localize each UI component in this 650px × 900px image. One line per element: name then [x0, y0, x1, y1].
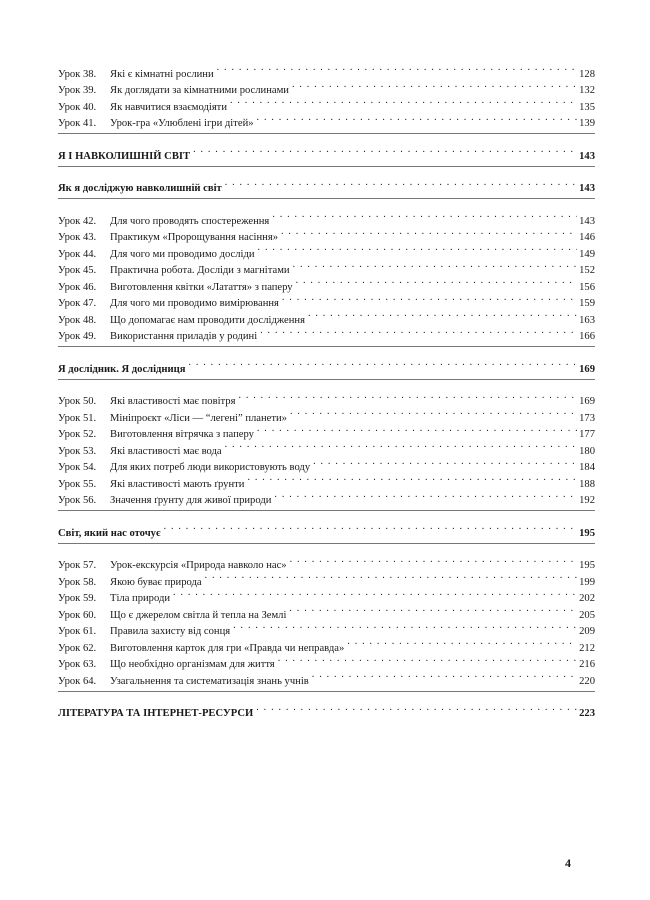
dot-leader [257, 110, 578, 127]
lesson-page: 128 [579, 68, 595, 80]
dot-leader [278, 651, 577, 668]
lesson-title: Тіла природи [110, 593, 171, 604]
toc-section-heading [58, 175, 595, 192]
table-of-contents [58, 60, 595, 719]
lesson-number: Урок 59. [58, 593, 97, 604]
toc-block [58, 60, 595, 129]
section-title: Світ, який нас оточує [58, 527, 161, 539]
lesson-page: 169 [579, 396, 595, 407]
section-title: Як я досліджую навколишній світ [58, 183, 222, 194]
lesson-number: Урок 38. [58, 68, 97, 80]
toc-entry [58, 552, 595, 569]
lesson-title: Виготовлення квітки «Латаття» з паперу [110, 281, 293, 293]
dot-leader [258, 240, 578, 257]
lesson-page: 156 [579, 281, 595, 293]
lesson-page: 143 [579, 215, 595, 227]
dot-leader [293, 257, 578, 274]
lesson-title: Правила захисту від сонця [110, 626, 231, 637]
section-page: 169 [579, 363, 595, 375]
lesson-page: 199 [579, 576, 595, 588]
lesson-number: Урок 41. [58, 118, 97, 129]
dot-leader [164, 519, 578, 536]
lesson-page: 166 [579, 331, 595, 342]
dot-leader [205, 568, 578, 585]
toc-section-heading [58, 355, 595, 375]
dot-leader [230, 93, 577, 110]
dot-leader [290, 552, 578, 569]
dot-leader [257, 421, 577, 438]
lesson-page: 135 [579, 101, 595, 113]
divider [58, 510, 595, 511]
part-page: 143 [579, 150, 595, 162]
dot-leader [247, 470, 577, 487]
lesson-title: Виготовлення карток для гри «Правда чи неправда» [110, 642, 345, 654]
lesson-number: Урок 47. [58, 298, 97, 309]
lesson-page: 216 [579, 659, 595, 670]
lesson-number: Урок 54. [58, 462, 97, 473]
lesson-number: Урок 60. [58, 609, 97, 621]
lesson-title: Значення ґрунту для живої природи [110, 495, 272, 506]
dot-leader [281, 224, 577, 241]
lesson-title: Практикум «Пророщування насіння» [110, 232, 278, 243]
divider [58, 379, 595, 380]
lesson-number: Урок 44. [58, 248, 97, 260]
lesson-page: 195 [579, 560, 595, 571]
toc-entry [58, 207, 595, 227]
dot-leader [256, 700, 577, 717]
lesson-page: 146 [579, 232, 595, 243]
lesson-title: Практична робота. Досліди з магнітами [110, 265, 290, 276]
lesson-number: Урок 39. [58, 85, 97, 96]
lesson-title: Використання приладів у родині [110, 331, 258, 342]
lesson-page: 159 [579, 298, 595, 309]
section-title: Я дослідник. Я дослідниця [58, 363, 186, 375]
lesson-title: Що є джерелом світла й тепла на Землі [110, 609, 287, 621]
lesson-title: Урок-гра «Улюблені ігри дітей» [110, 118, 254, 129]
lesson-number: Урок 64. [58, 675, 97, 687]
lesson-title: Узагальнення та систематизація знань учнів [110, 675, 309, 687]
lesson-page: 139 [579, 118, 595, 129]
lesson-title: Урок-екскурсія «Природа навколо нас» [110, 560, 287, 571]
toc-block [58, 207, 595, 342]
dot-leader [193, 142, 577, 159]
dot-leader [233, 618, 577, 635]
section-page: 195 [579, 527, 595, 539]
lesson-number: Урок 42. [58, 215, 97, 227]
lesson-page: 212 [579, 642, 595, 654]
lesson-title: Як доглядати за кімнатними рослинами [110, 85, 289, 96]
lesson-page: 205 [579, 609, 595, 621]
lesson-page: 163 [579, 314, 595, 326]
dot-leader [173, 585, 577, 602]
toc-block [58, 552, 595, 687]
dot-leader [225, 437, 577, 454]
divider [58, 166, 595, 167]
lesson-number: Урок 40. [58, 101, 97, 113]
toc-entry [58, 60, 595, 80]
dot-leader [274, 487, 577, 504]
dot-leader [289, 601, 577, 618]
literature-title: ЛІТЕРАТУРА ТА ІНТЕРНЕТ-РЕСУРСИ [58, 708, 254, 719]
lesson-number: Урок 53. [58, 445, 97, 457]
dot-leader [188, 355, 577, 372]
lesson-title: Як навчитися взаємодіяти [110, 101, 227, 113]
section-page: 143 [579, 183, 595, 194]
divider [58, 198, 595, 199]
dot-leader [308, 306, 577, 323]
dot-leader [282, 290, 577, 307]
lesson-title: Мініпроєкт «Ліси — “легені” планети» [110, 412, 287, 424]
lesson-page: 220 [579, 675, 595, 687]
lesson-number: Урок 46. [58, 281, 97, 293]
lesson-title: Які властивості має вода [110, 445, 222, 457]
lesson-title: Виготовлення вітрячка з паперу [110, 429, 254, 440]
lesson-number: Урок 45. [58, 265, 97, 276]
dot-leader [217, 60, 577, 77]
lesson-page: 149 [579, 248, 595, 260]
lesson-title: Які властивості мають ґрунти [110, 478, 245, 490]
lesson-title: Для чого ми проводимо досліди [110, 248, 255, 260]
lesson-title: Які властивості має повітря [110, 396, 236, 407]
lesson-number: Урок 57. [58, 560, 97, 571]
lesson-page: 152 [579, 265, 595, 276]
lesson-number: Урок 56. [58, 495, 97, 506]
lesson-page: 180 [579, 445, 595, 457]
divider [58, 691, 595, 692]
dot-leader [260, 323, 577, 340]
part-title: Я І НАВКОЛИШНІЙ СВІТ [58, 150, 191, 162]
lesson-number: Урок 55. [58, 478, 97, 490]
lesson-page: 202 [579, 593, 595, 604]
toc-entry [58, 388, 595, 405]
dot-leader [313, 454, 577, 471]
lesson-page: 192 [579, 495, 595, 506]
lesson-page: 188 [579, 478, 595, 490]
toc-part-heading [58, 142, 595, 162]
lesson-number: Урок 49. [58, 331, 97, 342]
lesson-number: Урок 48. [58, 314, 97, 326]
lesson-number: Урок 62. [58, 642, 97, 654]
lesson-page: 132 [579, 85, 595, 96]
lesson-number: Урок 61. [58, 626, 97, 637]
toc-block [58, 388, 595, 504]
lesson-number: Урок 52. [58, 429, 97, 440]
dot-leader [292, 77, 577, 94]
divider [58, 346, 595, 347]
page-number: 4 [565, 856, 571, 870]
lesson-number: Урок 51. [58, 412, 97, 424]
dot-leader [225, 175, 577, 192]
dot-leader [290, 404, 577, 421]
lesson-number: Урок 43. [58, 232, 97, 243]
lesson-number: Урок 63. [58, 659, 97, 670]
lesson-page: 209 [579, 626, 595, 637]
lesson-title: Що допомагає нам проводити дослідження [110, 314, 305, 326]
dot-leader [312, 667, 577, 684]
lesson-title: Які є кімнатні рослини [110, 68, 214, 80]
literature-page: 223 [579, 708, 595, 719]
lesson-page: 184 [579, 462, 595, 473]
lesson-page: 173 [579, 412, 595, 424]
lesson-title: Якою буває природа [110, 576, 202, 588]
divider [58, 133, 595, 134]
dot-leader [296, 273, 578, 290]
lesson-title: Для яких потреб люди використовують воду [110, 462, 311, 473]
divider [58, 543, 595, 544]
dot-leader [238, 388, 577, 405]
lesson-title: Для чого проводять спостереження [110, 215, 270, 227]
lesson-number: Урок 50. [58, 396, 97, 407]
dot-leader [272, 207, 577, 224]
toc-section-heading [58, 519, 595, 539]
lesson-number: Урок 58. [58, 576, 97, 588]
lesson-title: Що необхідно організмам для життя [110, 659, 275, 670]
toc-literature-heading [58, 700, 595, 717]
lesson-title: Для чого ми проводимо вимірювання [110, 298, 279, 309]
dot-leader [347, 634, 577, 651]
lesson-page: 177 [579, 429, 595, 440]
